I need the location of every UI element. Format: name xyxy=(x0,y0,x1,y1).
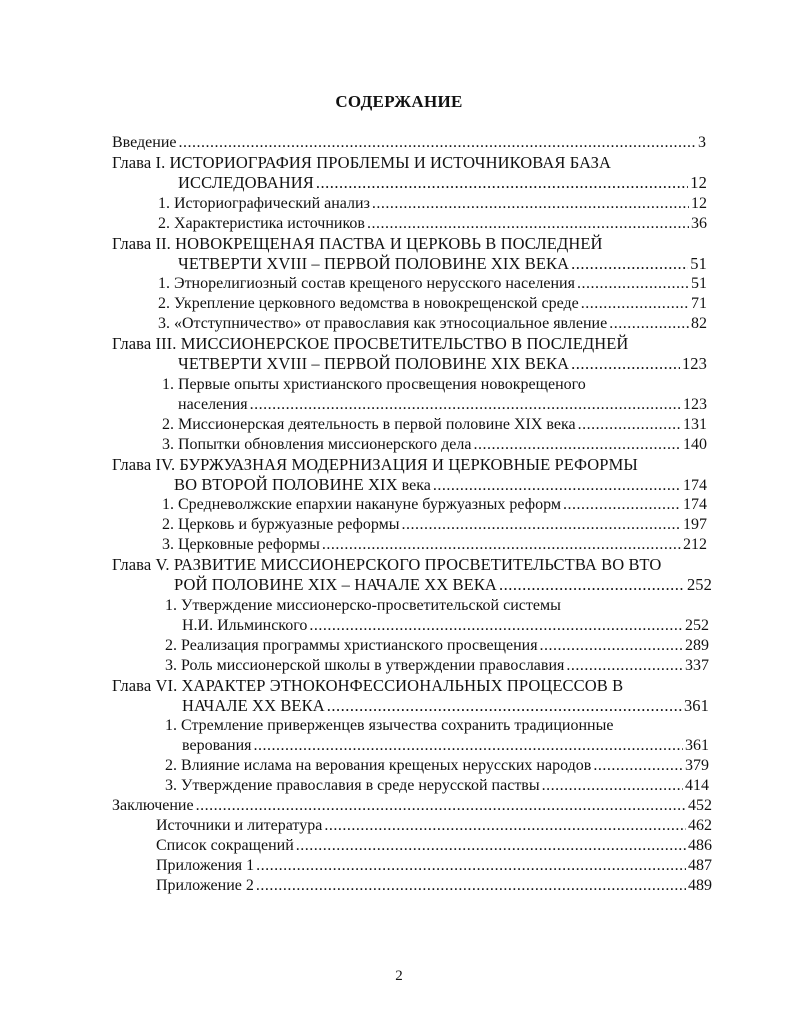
leader-dots xyxy=(581,294,689,314)
toc-chapter-4-title[interactable]: Глава IV. БУРЖУАЗНАЯ МОДЕРНИЗАЦИЯ И ЦЕРКОВНЫЕ РЕФОРМЫ xyxy=(112,455,638,474)
toc-entry-abbreviations[interactable] xyxy=(156,836,712,856)
leader-dots xyxy=(542,776,683,796)
leader-dots xyxy=(250,395,681,415)
toc-entry-text: 1. Этнорелигиозный состав крещеного нерусского населения xyxy=(158,275,575,292)
toc-page-number: 174 xyxy=(683,477,707,494)
toc-entry-text: 3. Утверждение православия в среде нерусской паствы xyxy=(165,777,540,794)
toc-section-3-3[interactable] xyxy=(162,435,707,455)
toc-page-number: 123 xyxy=(683,396,707,413)
toc-entry-text: 3. «Отступничество» от православия как этносоциальное явление xyxy=(158,315,608,332)
toc-entry-text: Заключение xyxy=(112,797,194,814)
leader-dots xyxy=(372,194,689,214)
toc-entry-text: ЧЕТВЕРТИ XVIII – ПЕРВОЙ ПОЛОВИНЕ XIX ВЕКА xyxy=(178,254,570,273)
toc-section-2-3[interactable] xyxy=(158,314,707,334)
leader-dots xyxy=(296,836,686,856)
leader-dots xyxy=(578,415,681,435)
toc-page-number: 197 xyxy=(683,516,707,533)
toc-entry-text: ВО ВТОРОЙ ПОЛОВИНЕ XIX века xyxy=(174,475,431,494)
toc-section-4-3[interactable] xyxy=(162,535,707,555)
toc-page-number: 51 xyxy=(690,254,707,273)
toc-section-5-1-title[interactable]: 1. Утверждение миссионерско-просветительской системы xyxy=(165,597,561,614)
toc-section-5-1[interactable] xyxy=(182,616,709,636)
toc-section-3-1[interactable] xyxy=(178,395,707,415)
toc-page-number: 452 xyxy=(688,797,712,814)
toc-entry-appendix-2[interactable] xyxy=(156,876,712,896)
toc-chapter-2-title[interactable]: Глава II. НОВОКРЕЩЕНАЯ ПАСТВА И ЦЕРКОВЬ В ПОСЛЕДНЕЙ xyxy=(112,234,603,253)
toc-chapter-6-title[interactable]: Глава VI. ХАРАКТЕР ЭТНОКОНФЕССИОНАЛЬНЫХ ПРОЦЕССОВ В xyxy=(112,676,624,695)
leader-dots xyxy=(367,214,689,234)
toc-page-number: 82 xyxy=(691,315,707,332)
leader-dots xyxy=(324,816,686,836)
toc-page-number: 486 xyxy=(688,837,712,854)
toc-page-number: 12 xyxy=(690,173,707,192)
leader-dots xyxy=(316,173,688,193)
leader-dots xyxy=(196,796,686,816)
toc-entry-text: РОЙ ПОЛОВИНЕ XIX – НАЧАЛЕ XX ВЕКА xyxy=(174,575,497,594)
leader-dots xyxy=(433,476,681,496)
toc-entry-conclusion[interactable] xyxy=(112,796,712,816)
leader-dots xyxy=(473,435,681,455)
toc-section-4-2[interactable] xyxy=(162,515,707,535)
toc-entry-text: 1. Средневолжские епархии накануне буржуазных реформ xyxy=(162,496,561,513)
toc-section-3-2[interactable] xyxy=(162,415,707,435)
toc-entry-text: Н.И. Ильминского xyxy=(182,617,308,634)
toc-section-6-3[interactable] xyxy=(165,776,709,796)
toc-chapter-2[interactable] xyxy=(178,254,707,274)
toc-entry-text: ЧЕТВЕРТИ XVIII – ПЕРВОЙ ПОЛОВИНЕ XIX ВЕКА xyxy=(178,354,570,373)
toc-section-3-1-title[interactable]: 1. Первые опыты христианского просвещения новокрещеного xyxy=(162,376,586,393)
toc-entry-text: 3. Церковные реформы xyxy=(162,536,320,553)
toc-page-number: 289 xyxy=(685,637,709,654)
toc-page-number: 174 xyxy=(683,496,707,513)
leader-dots xyxy=(566,656,683,676)
toc-section-2-2[interactable] xyxy=(158,294,707,314)
toc-page-number: 36 xyxy=(691,215,707,232)
toc-entry-text: 3. Роль миссионерской школы в утверждении православия xyxy=(165,657,565,674)
leader-dots xyxy=(499,575,685,595)
leader-dots xyxy=(563,495,681,515)
toc-entry-text: 3. Попытки обновления миссионерского дела xyxy=(162,436,472,453)
toc-page-number: 51 xyxy=(691,275,707,292)
page-number: 2 xyxy=(395,968,403,984)
toc-section-4-1[interactable] xyxy=(162,495,707,515)
leader-dots xyxy=(593,756,683,776)
toc-section-5-3[interactable] xyxy=(165,656,709,676)
toc-entry-text: Приложения 1 xyxy=(156,857,255,874)
toc-page-number: 140 xyxy=(683,436,707,453)
toc-page-number: 337 xyxy=(685,657,709,674)
leader-dots xyxy=(256,876,686,896)
toc-entry-text: Источники и литература xyxy=(156,817,323,834)
toc-chapter-5[interactable] xyxy=(174,575,712,595)
leader-dots xyxy=(256,856,686,876)
leader-dots xyxy=(609,314,689,334)
toc-page-number: 12 xyxy=(691,195,707,212)
toc-entry-text: Список сокращений xyxy=(156,837,294,854)
leader-dots xyxy=(179,133,697,153)
toc-entry-text: ИССЛЕДОВАНИЯ xyxy=(178,173,314,192)
toc-page-number: 3 xyxy=(698,134,706,151)
toc-page-number: 487 xyxy=(688,857,712,874)
toc-entry-text: Приложение 2 xyxy=(156,877,254,894)
toc-page-number: 361 xyxy=(685,737,709,754)
toc-chapter-1[interactable] xyxy=(178,173,707,193)
toc-section-1-2[interactable] xyxy=(158,214,707,234)
toc-entry-text: 2. Миссионерская деятельность в первой половине XIX века xyxy=(162,416,576,433)
toc-entry-intro[interactable] xyxy=(112,133,706,153)
toc-entry-text: 2. Укрепление церковного ведомства в новокрещенской среде xyxy=(158,295,579,312)
leader-dots xyxy=(254,736,684,756)
toc-page-number: 123 xyxy=(681,354,707,373)
leader-dots xyxy=(577,274,689,294)
toc-section-6-2[interactable] xyxy=(165,756,709,776)
toc-chapter-1-title[interactable]: Глава I. ИСТОРИОГРАФИЯ ПРОБЛЕМЫ И ИСТОЧНИКОВАЯ БАЗА xyxy=(112,153,612,172)
leader-dots xyxy=(309,616,683,636)
toc-section-6-1[interactable] xyxy=(182,736,709,756)
leader-dots xyxy=(571,354,680,374)
toc-entry-sources[interactable] xyxy=(156,816,712,836)
toc-chapter-4[interactable] xyxy=(174,475,707,496)
toc-entry-text: 1. Историографический анализ xyxy=(158,195,370,212)
toc-chapter-6[interactable] xyxy=(182,696,709,716)
leader-dots xyxy=(322,535,681,555)
toc-chapter-3-title[interactable]: Глава III. МИССИОНЕРСКОЕ ПРОСВЕТИТЕЛЬСТВО В ПОСЛЕДНЕЙ xyxy=(112,334,629,353)
toc-section-6-1-title[interactable]: 1. Стремление приверженцев язычества сохранить традиционные xyxy=(165,717,614,734)
leader-dots xyxy=(327,696,682,716)
leader-dots xyxy=(540,636,683,656)
page-title: СОДЕРЖАНИЕ xyxy=(335,92,463,111)
toc-page-number: 212 xyxy=(683,536,707,553)
toc-entry-text: 2. Реализация программы христианского просвещения xyxy=(165,637,538,654)
toc-entry-text: Введение xyxy=(112,134,177,151)
toc-entry-appendix-1[interactable] xyxy=(156,856,712,876)
toc-section-1-1[interactable] xyxy=(158,194,707,214)
toc-chapter-5-title[interactable]: Глава V. РАЗВИТИЕ МИССИОНЕРСКОГО ПРОСВЕТИТЕЛЬСТВА ВО ВТО xyxy=(112,555,662,574)
leader-dots xyxy=(402,515,681,535)
toc-entry-text: верования xyxy=(182,737,252,754)
toc-page-number: 361 xyxy=(683,696,709,715)
toc-entry-text: НАЧАЛЕ XX ВЕКА xyxy=(182,696,325,715)
toc-page-number: 252 xyxy=(686,575,712,594)
toc-entry-text: населения xyxy=(178,396,248,413)
leader-dots xyxy=(571,254,688,274)
toc-section-5-2[interactable] xyxy=(165,636,709,656)
toc-page-number: 414 xyxy=(685,777,709,794)
toc-page-number: 462 xyxy=(688,817,712,834)
toc-section-2-1[interactable] xyxy=(158,274,707,294)
toc-page-number: 131 xyxy=(683,416,707,433)
toc-page-number: 252 xyxy=(685,617,709,634)
toc-entry-text: 2. Церковь и буржуазные реформы xyxy=(162,516,400,533)
toc-chapter-3[interactable] xyxy=(178,354,707,374)
toc-page-number: 489 xyxy=(688,877,712,894)
toc-entry-text: 2. Влияние ислама на верования крещеных нерусских народов xyxy=(165,757,592,774)
toc-entry-text: 2. Характеристика источников xyxy=(158,215,365,232)
toc-page-number: 379 xyxy=(685,757,709,774)
toc-page-number: 71 xyxy=(691,295,707,312)
